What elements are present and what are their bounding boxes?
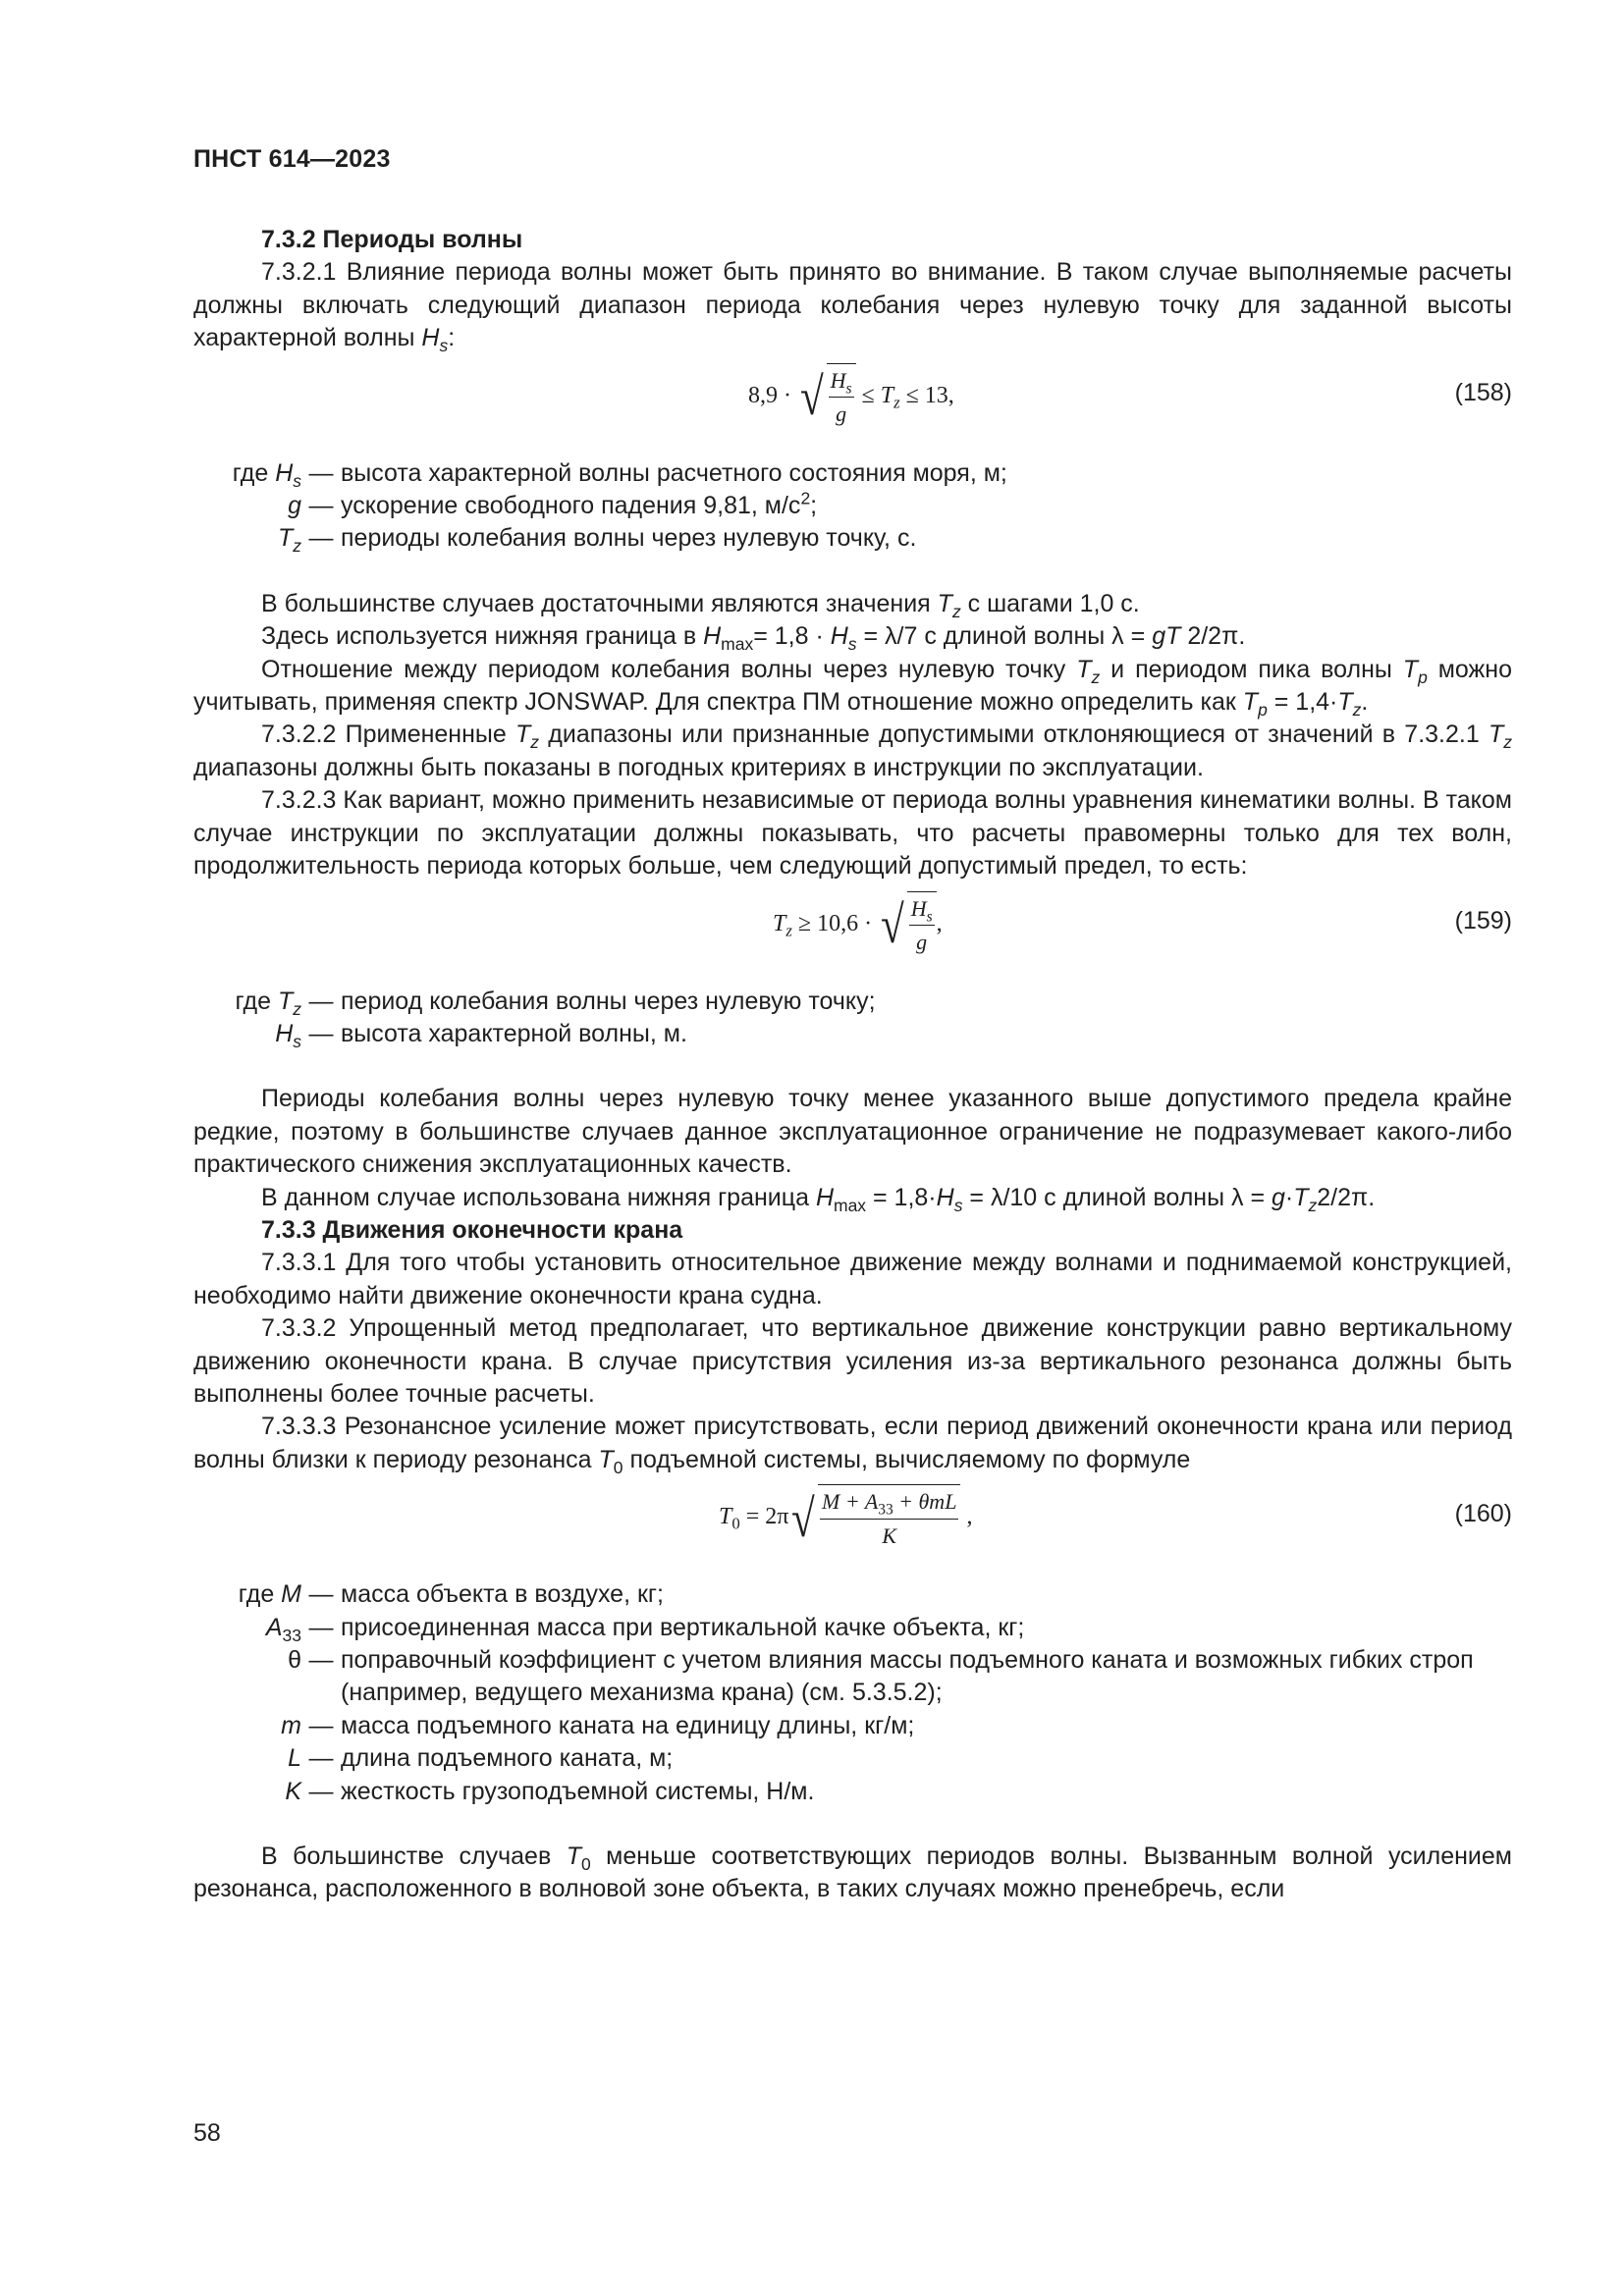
definition-item: θ — поправочный коэффициент с учетом влияния массы подъемного каната и возможных гибких строп (например, ведущего механизма крана) (см. 5.3.5.2); (288, 1646, 1474, 1707)
formula-160-expression: $T_0 = 2\pi$ √ $\frac{M + A_{33} + \theta mL}{K}$ , (719, 1484, 972, 1552)
paragraph-7-3-3-3: 7.3.3.3 Резонансное усиление может присутствовать, если период движений оконечности крана или период волны близки к периоду резонанса $T_0$ подъемной системы, вычисляемому по формуле (193, 1413, 1512, 1477)
formula-159-number: (159) (1454, 906, 1512, 934)
paragraph-lower-bound-hmax: Здесь используется нижняя граница в $H_{max}= 1,8 \cdot H_s = \lambda/7$ с длиной волны λ = gT 2/2π. (261, 622, 1246, 655)
paragraph-tz-steps: В большинстве случаев достаточными являются значения $T_z$ с шагами 1,0 с. (261, 589, 1140, 621)
formula-158-number: (158) (1454, 378, 1512, 406)
definition-item: где M — масса объекта в воздухе, кг; (238, 1580, 664, 1609)
paragraph-7-3-3-2: 7.3.3.2 Упрощенный метод предполагает, что вертикальное движение конструкции равно вертикальному движению оконечности крана. В случае присутствия усиления из-за вертикального резонанса должны быть выполнены более точные расчеты. (193, 1314, 1512, 1408)
paragraph-7-3-3-1: 7.3.3.1 Для того чтобы установить относительное движение между волнами и поднимаемой конструкцией, необходимо найти движение оконечности крана судна. (193, 1249, 1512, 1309)
definition-item: где $T_z$ — период колебания волны через нулевую точку; (235, 987, 876, 1019)
paragraph-7-3-2-2: 7.3.2.2 Примененные $T_z$ диапазоны или признанные допустимыми отклоняющиеся от значений в 7.3.2.1 $T_z$ диапазоны должны быть показаны в погодных критериях в инструкции по эксплуатации. (193, 721, 1512, 781)
paragraph-7-3-2-1: 7.3.2.1 Влияние периода волны может быть принято во внимание. В таком случае выполняемые расчеты должны включать следующий диапазон периода колебания через нулевую точку для заданной высоты характерной волны $H_s$: (193, 258, 1512, 356)
definition-item: m — масса подъемного каната на единицу длины, кг/м; (281, 1711, 915, 1739)
definition-item: K — жесткость грузоподъемной системы, Н/м. (285, 1777, 815, 1805)
definition-item: $H_s$ — высота характерной волны, м. (275, 1019, 687, 1051)
paragraph-jonswap-ratio: Отношение между периодом колебания волны через нулевую точку $T_z$ и периодом пика волны $T_p$ можно учитывать, применяя спектр JONSWAP. Для спектра ПМ отношение можно определить как $T_p = 1,4\cdot T_z$. (193, 655, 1512, 721)
paragraph-resonance-neglect: В большинстве случаев $T_0$ меньше соответствующих периодов волны. Вызванным волной усилением резонанса, расположенного в волновой зоне объекта, в таких случаях можно пренебречь, если (193, 1842, 1512, 1903)
section-heading-7-3-2: 7.3.2 Периоды волны (261, 226, 523, 253)
definition-item: $T_z$ — периоды колебания волны через нулевую точку, с. (277, 524, 917, 557)
definitions-160 (193, 1578, 1512, 1808)
formula-158 (193, 355, 1512, 457)
definition-item: $A_{33}$ — присоединенная масса при вертикальной качке объекта, кг; (265, 1613, 1025, 1645)
page-content (193, 224, 1512, 1906)
definitions-158 (193, 457, 1512, 556)
paragraph-7-3-2-3: 7.3.2.3 Как вариант, можно применить независимые от периода волны уравнения кинематики волны. В таком случае инструкции по эксплуатации должны показывать, что расчеты правомерны только для тех волн, продолжительность периода которых больше, чем следующий допустимый предел, то есть: (193, 786, 1512, 881)
definition-item: где $H_s$ — высота характерной волны расчетного состояния моря, м; (232, 458, 1007, 491)
formula-160-number: (160) (1454, 1500, 1512, 1528)
formula-159-expression: $T_z \ge 10,6$ · √ $\frac{H_s}{g}$ , (773, 891, 943, 959)
definitions-159 (193, 986, 1512, 1051)
formula-158-expression: 8,9 · √ $\frac{H_s}{g}$ ≤ $T_z \le 13$, (748, 363, 954, 431)
definition-item: L — длина подъемного каната, м; (288, 1744, 674, 1773)
document-header: ПНСТ 614—2023 (193, 145, 391, 173)
section-heading-7-3-3: 7.3.3 Движения оконечности крана (261, 1215, 683, 1244)
formula-159 (193, 883, 1512, 986)
formula-160 (193, 1476, 1512, 1578)
paragraph-rare-periods: Периоды колебания волны через нулевую точку менее указанного выше допустимого предела крайне редкие, поэтому в большинстве случаев данное эксплуатационное ограничение не подразумевает какого-либо практического снижения эксплуатационных качеств. (193, 1085, 1512, 1179)
definition-item: g — ускорение свободного падения 9,81, $м/с^2$; (288, 488, 818, 520)
page-number: 58 (193, 2119, 221, 2147)
paragraph-lower-bound-hmax-2: В данном случае использована нижняя граница $H_{max} = 1,8\cdot H_s = \lambda/10$ с длиной волны $\lambda = g\cdot T_z2/2\pi$. (261, 1183, 1376, 1215)
